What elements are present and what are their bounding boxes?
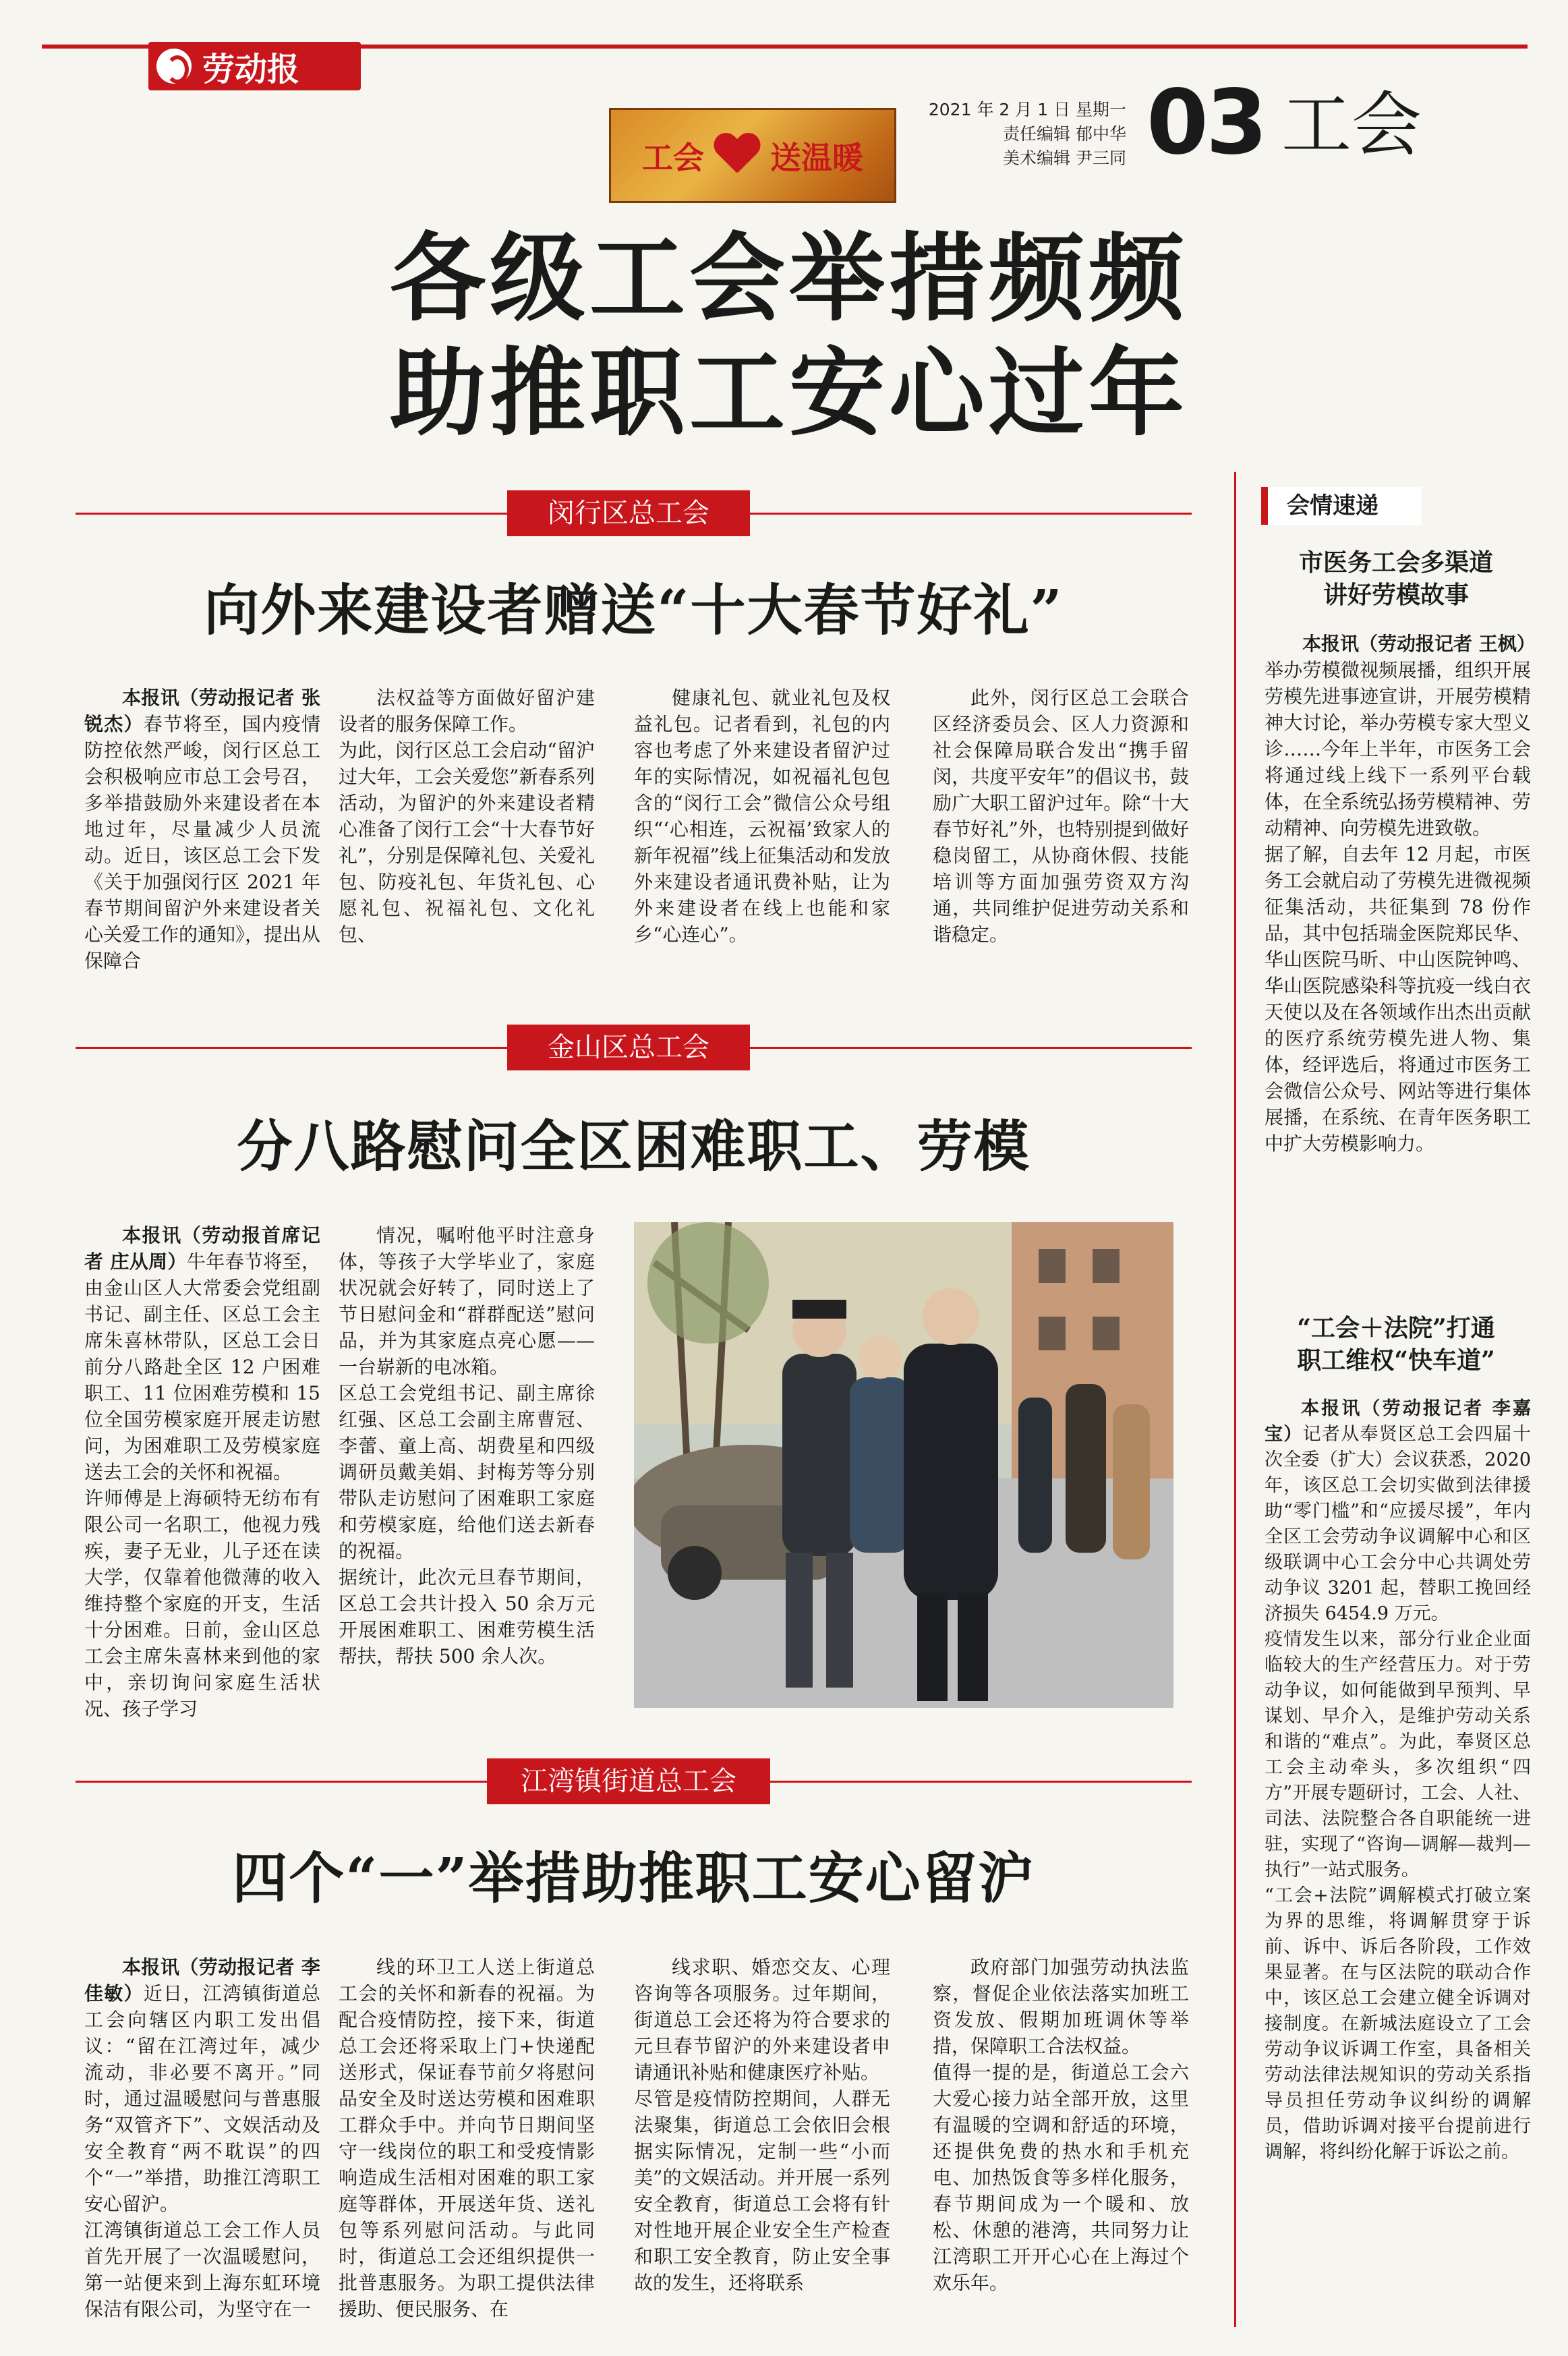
responsible-editor: 责任编辑 郁中华 [1003,124,1126,144]
banner-right-text: 送温暖 [770,139,863,176]
sidebar-header: 会情速递 [1261,487,1422,525]
sidebar-item-1-body: 本报讯（劳动报记者 王枫）举办劳模微视频展播，组织开展劳模先进事迹宣讲，开展劳模精神大讨论，举办劳模专家大型义诊……今年上半年，市医务工会将通过线上线下一系列平台载体，在全系统弘扬劳模精神、劳动精神、向劳模先进致敬。 据了解，自去年 12 月起，市医务工会就启动了劳模先进微视频征集活动，共征集到 78 份作品，其中包括瑞金医院郑民华、华山医院马昕、中山医院钟鸣、华山医院感染科等抗疫一线白衣天使以及在各领域作出杰出贡献的医疗系统劳模先进人物、集体，经评选后，将通过市医务工会微信公众号、网站等进行集体展播，在系统、在青年医务职工中扩大劳模影响力。 [1265,633,1536,1155]
article-title-minhang: 向外来建设者赠送“十大春节好礼” [204,578,1064,643]
article-jiangwan-col-3: 线求职、婚恋交友、心理咨询等各项服务。过年期间，街道总工会还将为符合要求的元旦春节留沪的外来建设者申请通讯补贴和健康医疗补贴。 尽管是疫情防控期间，人群无法聚集，街道总工会依旧会根据实际情况，定制一些“小而美”的文娱活动。并开展一系列安全教育，街道总工会将有针对性地开展企业安全生产检查和职工安全教育，防止安全事故的发生，还将联系 [634,1956,890,2294]
photo-illustration [634,1222,1173,1708]
headline-line-1: 各级工会举措频频 [390,223,1188,335]
paper-name: 劳动报 [202,50,300,88]
news-photo [634,1222,1173,1708]
top-rule-right [361,45,1528,49]
sidebar-divider [1234,472,1236,2327]
section-label-minhang: 闵行区总工会 [507,490,750,536]
article-minhang-col-4: 此外，闵行区总工会联合区经济委员会、区人力资源和社会保障局联合发出“携手留闵，共度平安年”的倡议书，鼓励广大职工留沪过年。除“十大春节好礼”外，也特别提到做好稳岗留工，从协商休假、技能培训等方面加强劳资双方沟通，共同维护促进劳动关系和谐稳定。 [933,687,1189,946]
byline: 本报讯（劳动报记者 李佳敏） [84,1956,320,2005]
masthead-logo [148,42,361,90]
byline: 本报讯（劳动报首席记者 庄从周） [84,1224,320,1273]
article-jiangwan-col-2: 线的环卫工人送上街道总工会的关怀和新春的祝福。为配合疫情防控，接下来，街道总工会还将采取上门+快递配送形式，保证春节前夕将慰问品安全及时送达劳模和困难职工群众手中。并向节日期间坚守一线岗位的职工和受疫情影响造成生活相对困难的职工家庭等群体，开展送年货、送礼包等系列慰问活动。与此同时，街道总工会还组织提供一批普惠服务。为职工提供法律援助、便民服务、在 [339,1956,595,2320]
section-label-jiangwan: 江湾镇街道总工会 [487,1758,770,1804]
article-jinshan-col-2: 情况，嘱咐他平时注意身体，等孩子大学毕业了，家庭状况就会好转了，同时送上了节日慰问金和“群群配送”慰问品，并为其家庭点亮心愿——一台崭新的电冰箱。 区总工会党组书记、副主席徐红强、区总工会副主席曹冠、李蕾、童上高、胡费星和四级调研员戴美娟、封梅芳等分别带队走访慰问了困难职工家庭和劳模家庭，给他们送去新春的祝福。 据统计，此次元旦春节期间，区总工会共计投入 50 余万元开展困难职工、困难劳模生活帮扶，帮扶 500 余人次。 [339,1224,595,1667]
art-editor: 美术编辑 尹三同 [1003,148,1126,168]
campaign-banner [609,108,896,203]
byline: 本报讯（劳动报记者 李嘉宝） [1265,1398,1531,1445]
article-jiangwan-col-4: 政府部门加强劳动执法监察，督促企业依法落实加班工资发放、假期加班调休等举措，保障职工合法权益。 值得一提的是，街道总工会六大爱心接力站全部开放，这里有温暖的空调和舒适的环境，还提供免费的热水和手机充电、加热饭食等多样化服务，春节期间成为一个暖和、放松、休憩的港湾，共同努力让江湾职工开开心心在上海过个欢乐年。 [933,1956,1189,2294]
sidebar-item-1-title: 市医务工会多渠道 讲好劳模故事 [1298,548,1493,609]
section-label-jinshan: 金山区总工会 [507,1025,750,1070]
issue-date: 2021 年 2 月 1 日 星期一 [928,100,1126,119]
article-minhang-col-2: 法权益等方面做好留沪建设者的服务保障工作。 为此，闵行区总工会启动“留沪过大年，工会关爱您”新春系列活动，为留沪的外来建设者精心准备了闵行工会“十大春节好礼”，分别是保障礼包、关爱礼包、防疫礼包、年货礼包、心愿礼包、祝福礼包、文化礼包、 [339,687,595,946]
sidebar-item-2-body: 本报讯（劳动报记者 李嘉宝）记者从奉贤区总工会四届十次全委（扩大）会议获悉，2020 年，该区总工会切实做到法律援助“零门槛”和“应援尽援”，年内全区工会劳动争议调解中心和区级联调中心工会分中心共调处劳动争议 3201 起，替职工挽回经济损失 6454.9 万元。 疫情发生以来，部分行业企业面临较大的生产经营压力。对于劳动争议，如何能做到早预判、早谋划、早介入，是维护劳动关系和谐的“难点”。为此，奉贤区总工会主动牵头，多次组织“四方”开展专题研讨，工会、人社、司法、法院整合各自职能统一进驻，实现了“咨询—调解—裁判—执行”一站式服务。 “工会+法院”调解模式打破立案为界的思维，将调解贯穿于诉前、诉中、诉后各阶段，工作效果显著。在与区法院的联动合作中，该区总工会建立健全诉调对接制度。在新城法庭设立了工会劳动争议诉调工作室，具备相关劳动法律法规知识的劳动关系指导员担任劳动争议纠纷的调解员，借助诉调对接平台提前进行调解，将纠纷化解于诉讼之前。 [1265,1398,1532,2162]
article-title-jiangwan: 四个“一”举措助推职工安心留沪 [232,1846,1035,1911]
headline-line-2: 助推职工安心过年 [390,337,1188,449]
article-jinshan-col-1: 本报讯（劳动报首席记者 庄从周）牛年春节将至，由金山区人大常委会党组副书记、副主任、区总工会主席朱喜林带队，区总工会日前分八路赴全区 12 户困难职工、11 位困难劳模和 15 位全国劳模家庭开展走访慰问，为困难职工及劳模家庭送去工会的关怀和祝福。 许师傅是上海硕特无纺布有限公司一名职工，他视力残疾，妻子无业，儿子还在读大学，仅靠着他微薄的收入维持整个家庭的开支，生活十分困难。日前，金山区总工会主席朱喜林来到他的家中，亲切询问家庭生活状况、孩子学习 [84,1224,320,1720]
article-title-jinshan: 分八路慰问全区困难职工、劳模 [237,1114,1030,1179]
byline: 本报讯（劳动报记者 王枫） [1302,633,1536,655]
article-minhang-col-3: 健康礼包、就业礼包及权益礼包。记者看到，礼包的内容也考虑了外来建设者留沪过年的实际情况，如祝福礼包包含的“闵行工会”微信公众号组织“‘心相连，云祝福’致家人的新年祝福”线上征集活动和发放外来建设者通讯费补贴，让为外来建设者在线上也能和家乡“心连心”。 [634,687,890,946]
top-rule-left [42,45,150,49]
logo-icon [156,49,192,84]
heart-icon [714,134,761,178]
article-minhang-col-1: 本报讯（劳动报记者 张锐杰）春节将至，国内疫情防控依然严峻，闵行区总工会积极响应市总工会号召，多举措鼓励外来建设者在本地过年，尽量减少人员流动。近日，该区总工会下发《关于加强闵行区 2021 年春节期间留沪外来建设者关心关爱工作的通知》，提出从保障合 [84,687,321,972]
article-jiangwan-col-1: 本报讯（劳动报记者 李佳敏）近日，江湾镇街道总工会向辖区内职工发出倡议：“留在江湾过年，减少流动，非必要不离开。”同时，通过温暖慰问与普惠服务“双管齐下”、文娱活动及安全教育“两不耽误”的四个“一”举措，助推江湾职工安心留沪。 江湾镇街道总工会工作人员首先开展了一次温暖慰问，第一站便来到上海东虹环境保洁有限公司，为坚守在一 [84,1956,320,2320]
date-block [929,98,1126,171]
byline: 本报讯（劳动报记者 张锐杰） [84,687,320,735]
page-number: 03 [1146,71,1265,175]
banner-left-text: 工会 [642,139,704,176]
page-section: 工会 [1281,84,1422,166]
sidebar-item-2-title: “工会＋法院”打通 职工维权“快车道” [1297,1314,1495,1375]
